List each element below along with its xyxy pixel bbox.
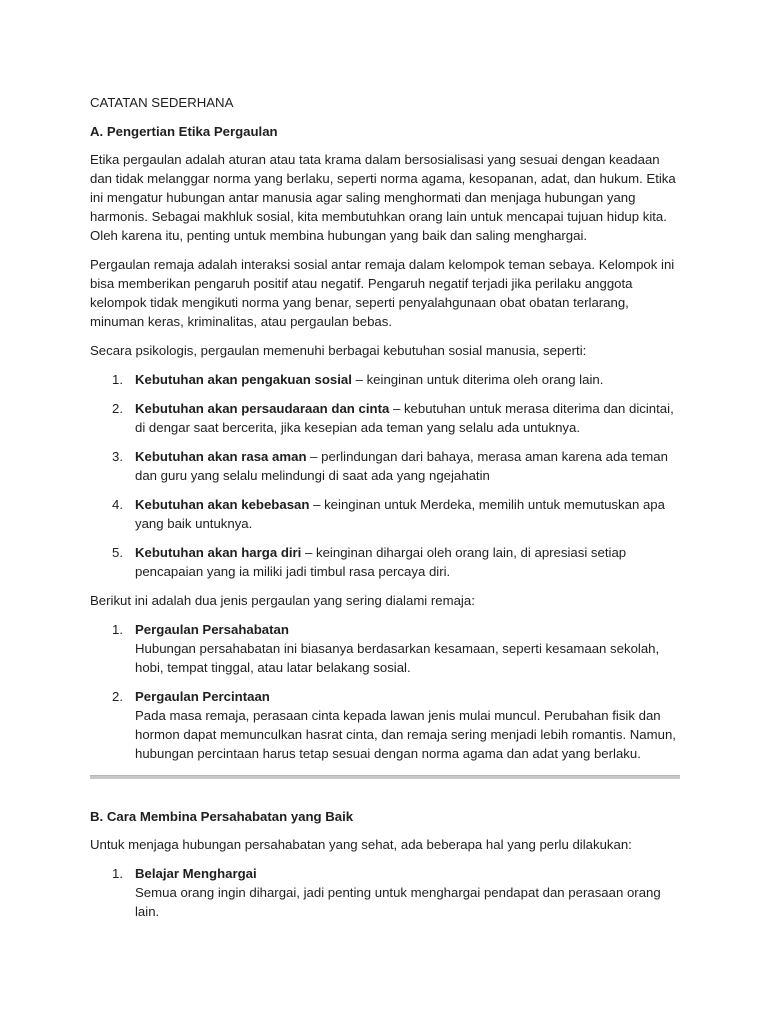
section-b-heading: B. Cara Membina Persahabatan yang Baik <box>90 809 354 824</box>
list-item <box>90 543 680 581</box>
list-item <box>90 495 680 533</box>
list-term: Kebutuhan akan kebebasan <box>135 497 310 512</box>
tips-list <box>90 864 680 921</box>
list-desc: Hubungan persahabatan ini biasanya berdasarkan kesamaan, seperti kesamaan sekolah, hobi, tempat tinggal, atau latar belakang sosial. <box>135 641 660 675</box>
section-a-paragraph-4: Berikut ini adalah dua jenis pergaulan yang sering dialami remaja: <box>90 593 475 608</box>
list-desc: – keinginan untuk diterima oleh orang lain. <box>351 372 604 387</box>
list-desc: Pada masa remaja, perasaan cinta kepada lawan jenis mulai muncul. Perubahan fisik dan hormon dapat memunculkan hasrat cinta, dan remaja sering menjadi lebih romantis. Namun, hubungan percintaan harus tetap sesuai dengan norma agama dan adat yang berlaku. <box>135 708 676 761</box>
list-number: 2. <box>112 401 123 416</box>
section-b-paragraph-1: Untuk menjaga hubungan persahabatan yang sehat, ada beberapa hal yang perlu dilakukan: <box>90 837 632 852</box>
document-title: CATATAN SEDERHANA <box>90 95 234 110</box>
list-term: Kebutuhan akan pengakuan sosial <box>135 372 352 387</box>
list-desc: Semua orang ingin dihargai, jadi penting untuk menghargai pendapat dan perasaan orang lain. <box>135 885 661 919</box>
list-number: 3. <box>112 449 123 464</box>
list-desc: – keinginan untuk Merdeka, memilih untuk memutuskan apa yang baik untuknya. <box>135 497 665 531</box>
document-body <box>90 93 680 931</box>
list-desc: – kebutuhan untuk merasa diterima dan dicintai, di dengar saat bercerita, jika kesepian ada teman yang selalu ada untuknya. <box>135 401 674 435</box>
list-item <box>90 399 680 437</box>
list-item <box>90 447 680 485</box>
list-term: Pergaulan Persahabatan <box>135 622 289 637</box>
section-a-paragraph-2: Pergaulan remaja adalah interaksi sosial antar remaja dalam kelompok teman sebaya. Kelompok ini bisa memberikan pengaruh positif atau negatif. Pengaruh negatif terjadi jika perilaku anggota kelompok tidak mengikuti norma yang benar, seperti penyalahgunaan obat obatan terlarang, minuman keras, kriminalitas, atau pergaulan bebas. <box>90 257 675 329</box>
list-desc: – perlindungan dari bahaya, merasa aman karena ada teman dan guru yang selalu melindungi di saat ada yang ngejahatin <box>135 449 668 483</box>
list-number: 2. <box>112 689 123 704</box>
list-term: Belajar Menghargai <box>135 866 257 881</box>
list-term: Kebutuhan akan rasa aman <box>135 449 307 464</box>
section-a-paragraph-1: Etika pergaulan adalah aturan atau tata krama dalam bersosialisasi yang sesuai dengan keadaan dan tidak melanggar norma yang berlaku, seperti norma agama, kesopanan, adat, dan hukum. Etika ini mengatur hubungan antar manusia agar saling menghormati dan menjaga hubungan yang harmonis. Sebagai makhluk sosial, kita membutuhkan orang lain untuk mencapai tujuan hidup kita. Oleh karena itu, penting untuk membina hubungan yang baik dan saling menghargai. <box>90 152 676 243</box>
needs-list <box>90 370 680 581</box>
section-a-heading: A. Pengertian Etika Pergaulan <box>90 124 278 139</box>
section-a-paragraph-3: Secara psikologis, pergaulan memenuhi berbagai kebutuhan sosial manusia, seperti: <box>90 343 587 358</box>
list-term: Kebutuhan akan harga diri <box>135 545 302 560</box>
list-item <box>90 864 680 921</box>
list-term: Pergaulan Percintaan <box>135 689 270 704</box>
list-number: 1. <box>112 866 123 881</box>
list-number: 1. <box>112 622 123 637</box>
horizontal-divider <box>90 775 680 779</box>
types-list <box>90 620 680 763</box>
list-item <box>90 620 680 677</box>
list-item <box>90 370 680 389</box>
list-number: 4. <box>112 497 123 512</box>
list-number: 1. <box>112 372 123 387</box>
list-item <box>90 687 680 763</box>
list-number: 5. <box>112 545 123 560</box>
list-term: Kebutuhan akan persaudaraan dan cinta <box>135 401 390 416</box>
list-desc: – keinginan dihargai oleh orang lain, di apresiasi setiap pencapaian yang ia miliki jadi timbul rasa percaya diri. <box>135 545 627 579</box>
